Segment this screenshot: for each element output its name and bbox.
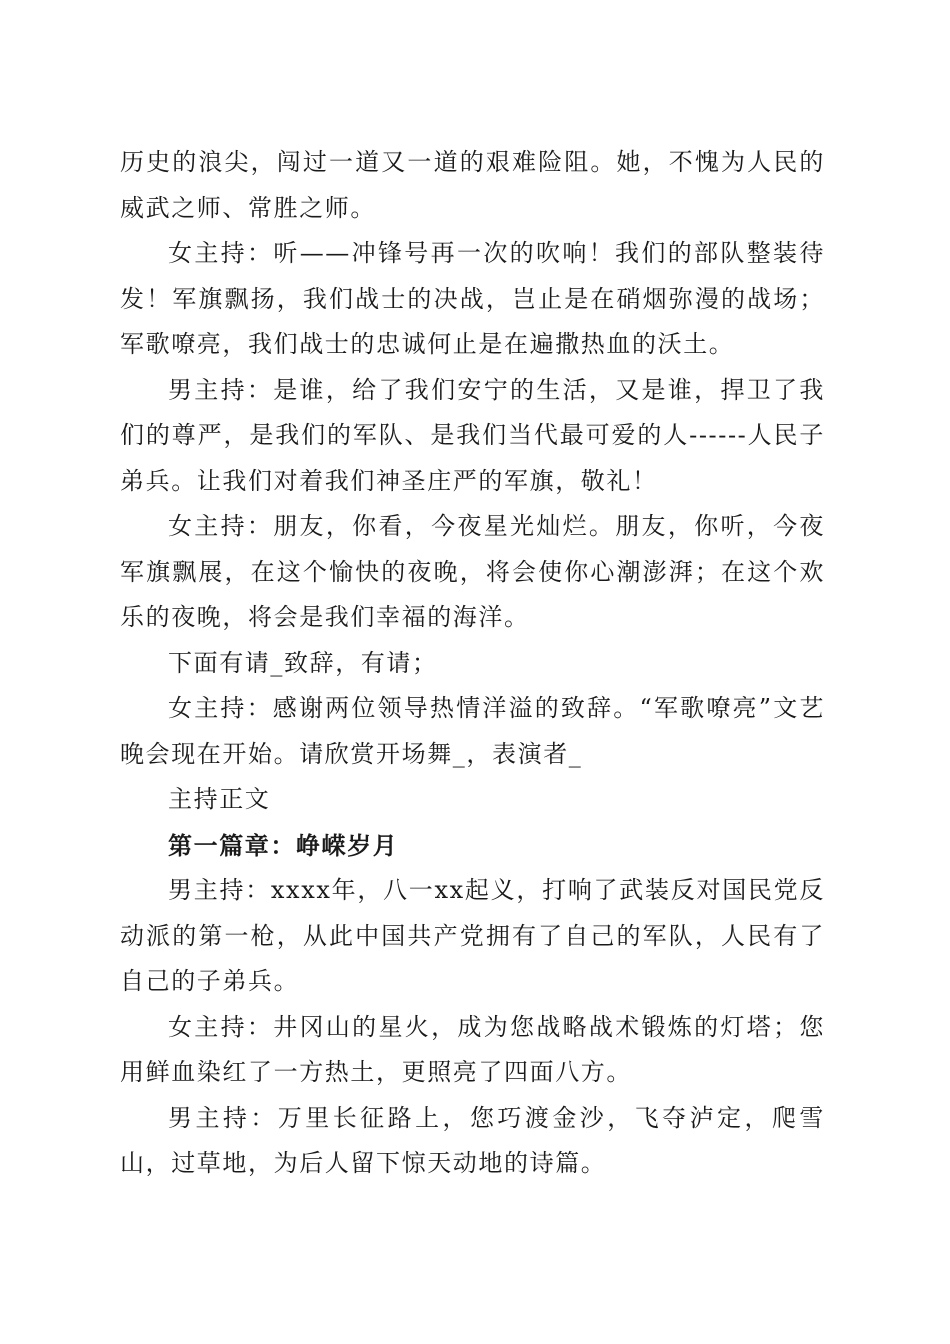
paragraph-3: 男主持：是谁，给了我们安宁的生活，又是谁，捍卫了我们的尊严，是我们的军队、是我们当代最可爱的人------人民子弟兵。让我们对着我们神圣庄严的军旗，敬礼！ [120,375,825,495]
paragraph-4: 女主持：朋友，你看，今夜星光灿烂。朋友，你听，今夜军旗飘展，在这个愉快的夜晚，将会使你心潮澎湃；在这个欢乐的夜晚，将会是我们幸福的海洋。 [120,512,825,631]
paragraph-5: 下面有请_致辞，有请； [168,648,438,677]
paragraph-9: 男主持：xxxx年，八一xx起义，打响了武装反对国民党反动派的第一枪，从此中国共产党拥有了自己的军队，人民有了自己的子弟兵。 [120,876,825,995]
section-label: 主持正文 [168,785,271,813]
paragraph-1: 历史的浪尖，闯过一道又一道的艰难险阻。她，不愧为人民的威武之师、常胜之师。 [120,148,825,222]
paragraph-2: 女主持：听——冲锋号再一次的吹响！我们的部队整装待发！军旗飘扬，我们战士的决战，岂止是在硝烟弥漫的战场；军歌嘹亮，我们战士的忠诚何止是在遍撒热血的沃土。 [120,239,825,358]
paragraph-11: 男主持：万里长征路上，您巧渡金沙，飞夺泸定，爬雪山，过草地，为后人留下惊天动地的诗篇。 [120,1103,825,1177]
document-body [120,140,825,1187]
paragraph-6: 女主持：感谢两位领导热情洋溢的致辞。“军歌嘹亮”文艺晚会现在开始。请欣赏开场舞_，表演者_ [120,694,825,768]
paragraph-10: 女主持：井冈山的星火，成为您战略战术锻炼的灯塔；您用鲜血染红了一方热土，更照亮了四面八方。 [120,1012,825,1086]
chapter-heading: 第一篇章：峥嵘岁月 [168,830,399,860]
